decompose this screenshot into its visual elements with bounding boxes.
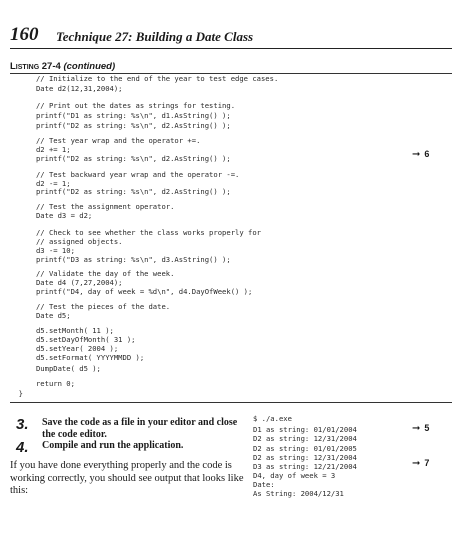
code-line: d2 += 1; — [10, 145, 71, 154]
output-line: D2 as string: 12/31/2004 — [253, 453, 357, 462]
code-line: return 0; — [10, 379, 75, 388]
code-line: d5.setDayOfMonth( 31 ); — [10, 335, 136, 344]
code-line: d5.setYear( 2004 ); — [10, 344, 119, 353]
listing-label: Listing 27-4 — [10, 61, 61, 72]
code-line: // Test year wrap and the operator +=. — [10, 136, 201, 145]
callout-7 — [412, 458, 452, 470]
output-line: D2 as string: 12/31/2004 — [253, 434, 357, 443]
right-arrow-icon: ➞ — [412, 149, 421, 160]
callout-label: 5 — [424, 423, 430, 433]
code-line: Date d4 (7,27,2004); — [10, 278, 123, 287]
listing-bottom-rule — [10, 402, 452, 403]
page-header — [10, 26, 452, 49]
output-line: Date: — [253, 480, 275, 489]
code-line: printf("D3 as string: %s\n", d3.AsString() ); — [10, 255, 231, 264]
code-line: DumpDate( d5 ); — [10, 364, 101, 373]
code-line: printf("D2 as string: %s\n", d2.AsString() ); — [10, 121, 231, 130]
code-line: Date d5; — [10, 311, 71, 320]
step-number: 4. — [16, 439, 29, 456]
code-line: printf("D4, day of week = %d\n", d4.DayOfWeek() ); — [10, 287, 253, 296]
output-line: $ ./a.exe — [253, 414, 292, 423]
code-line: // Test the assignment operator. — [10, 202, 175, 211]
callout-6 — [412, 149, 452, 161]
callout-label: 6 — [424, 149, 430, 159]
running-head: Technique 27: Building a Date Class — [56, 29, 254, 44]
code-line: d2 -= 1; — [10, 179, 71, 188]
output-line: As String: 2004/12/31 — [253, 489, 344, 498]
code-line: d5.setFormat( YYYYMMDD ); — [10, 353, 145, 362]
code-line: printf("D2 as string: %s\n", d2.AsString() ); — [10, 154, 231, 163]
code-line: // Initialize to the end of the year to test edge cases. — [10, 74, 279, 83]
step-4 — [10, 439, 240, 455]
code-line: // assigned objects. — [10, 237, 123, 246]
code-line: Date d3 = d2; — [10, 211, 93, 220]
code-line: Date d2(12,31,2004); — [10, 84, 123, 93]
output-line: D1 as string: 01/01/2004 — [253, 425, 357, 434]
code-line: d5.setMonth( 11 ); — [10, 326, 114, 335]
code-line: d3 -= 10; — [10, 246, 75, 255]
listing-title — [10, 61, 115, 72]
code-line: // Test the pieces of the date. — [10, 302, 171, 311]
code-line: printf("D1 as string: %s\n", d1.AsString() ); — [10, 111, 231, 120]
code-line: // Test backward year wrap and the operator -=. — [10, 170, 240, 179]
callout-5 — [412, 423, 452, 435]
right-arrow-icon: ➞ — [412, 423, 421, 434]
callout-label: 7 — [424, 458, 430, 468]
code-line: // Print out the dates as strings for testing. — [10, 101, 236, 110]
code-line: } — [10, 389, 23, 398]
page-number: 160 — [10, 24, 39, 45]
step-number: 3. — [16, 416, 29, 433]
code-line: printf("D2 as string: %s\n", d2.AsString() ); — [10, 187, 231, 196]
step-text: Compile and run the application. — [42, 440, 184, 451]
output-line: D4, day of week = 3 — [253, 471, 336, 480]
step-text: Save the code as a file in your editor and close the code editor. — [42, 417, 238, 440]
right-arrow-icon: ➞ — [412, 458, 421, 469]
body-paragraph: If you have done everything properly and the code is working correctly, you should see output that looks like this: — [10, 460, 244, 496]
output-line: D2 as string: 01/01/2005 — [253, 444, 357, 453]
code-line: // Validate the day of the week. — [10, 269, 175, 278]
listing-continued: (continued) — [63, 61, 116, 72]
output-line: D3 as string: 12/21/2004 — [253, 462, 357, 471]
code-line: // Check to see whether the class works properly for — [10, 228, 261, 237]
